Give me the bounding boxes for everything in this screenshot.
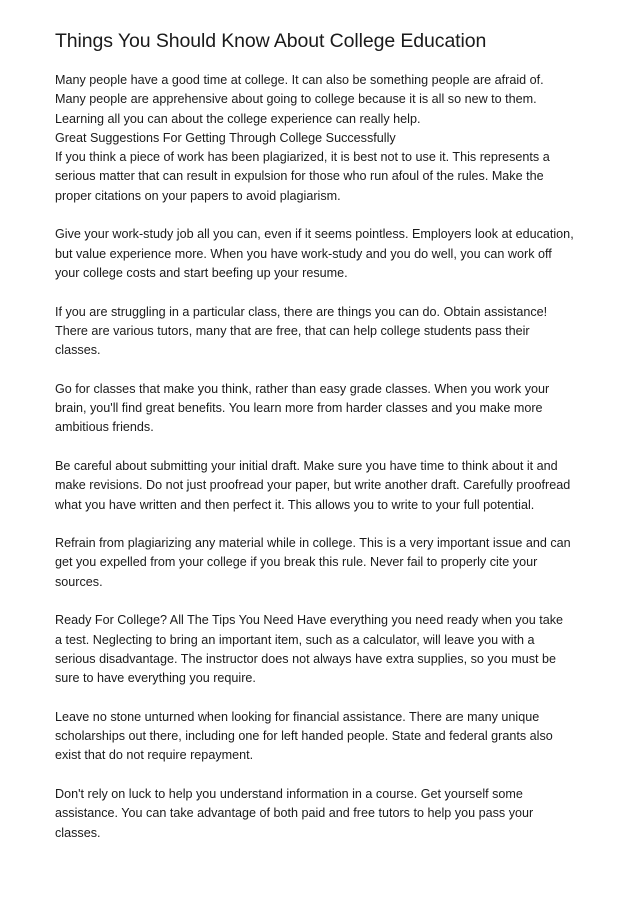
paragraph-line: proper citations on your papers to avoid plagiarism. (55, 188, 341, 203)
paragraph (55, 611, 595, 688)
paragraph-line: Be careful about submitting your initial draft. Make sure you have time to think about it and (55, 458, 558, 473)
paragraph (55, 71, 595, 206)
paragraph-line: Refrain from plagiarizing any material while in college. This is a very important issue and can (55, 536, 571, 551)
paragraph (55, 534, 595, 592)
paragraph-line: your college costs and start beefing up your resume. (55, 265, 348, 280)
paragraph-line: sources. (55, 574, 103, 589)
paragraph (55, 708, 595, 766)
document-body (55, 71, 595, 843)
paragraph-line: sure to have everything you require. (55, 671, 256, 686)
paragraph-line: classes. (55, 825, 101, 840)
paragraph-line: get you expelled from your college if you break this rule. Never fail to properly cite your (55, 555, 538, 570)
paragraph-line: ambitious friends. (55, 420, 154, 435)
paragraph-line: serious disadvantage. The instructor does not always have extra supplies, so you must be (55, 651, 556, 666)
document-title: Things You Should Know About College Education (55, 30, 487, 52)
paragraph (55, 225, 595, 283)
paragraph-line: Leave no stone unturned when looking for financial assistance. There are many unique (55, 709, 540, 724)
paragraph-line: assistance. You can take advantage of both paid and free tutors to help you pass your (55, 806, 534, 821)
paragraph-line: brain, you'll find great benefits. You learn more from harder classes and you make more (55, 401, 543, 416)
paragraph-line: There are various tutors, many that are free, that can help college students pass their (55, 323, 530, 338)
paragraph-line: a test. Neglecting to bring an important item, such as a calculator, will leave you with a (55, 632, 535, 647)
paragraph-line: serious matter that can result in expulsion for those who run afoul of the rules. Make the (55, 169, 544, 184)
paragraph (55, 380, 595, 438)
paragraph-line: Learning all you can about the college experience can really help. (55, 111, 421, 126)
paragraph-line: but value experience more. When you have work-study and you do well, you can work off (55, 246, 552, 261)
paragraph-line: Give your work-study job all you can, even if it seems pointless. Employers look at education, (55, 227, 574, 242)
paragraph-line: Go for classes that make you think, rather than easy grade classes. When you work your (55, 381, 550, 396)
paragraph-line: Ready For College? All The Tips You Need Have everything you need ready when you take (55, 613, 564, 628)
paragraph-line: Great Suggestions For Getting Through College Successfully (55, 130, 396, 145)
paragraph-line: If you are struggling in a particular class, there are things you can do. Obtain assistance! (55, 304, 548, 319)
paragraph-line: Many people are apprehensive about going to college because it is all so new to them. (55, 92, 537, 107)
paragraph (55, 785, 595, 843)
paragraph-line: Don't rely on luck to help you understand information in a course. Get yourself some (55, 786, 523, 801)
paragraph-line: exist that do not require repayment. (55, 748, 254, 763)
paragraph-line: classes. (55, 343, 101, 358)
paragraph-line: what you have written and then perfect it. This allows you to write to your full potential. (55, 497, 535, 512)
paragraph-line: Many people have a good time at college. It can also be something people are afraid of. (55, 73, 544, 87)
document-page (55, 28, 595, 862)
paragraph (55, 457, 595, 515)
paragraph-line: make revisions. Do not just proofread your paper, but write another draft. Carefully proofread (55, 478, 571, 493)
paragraph-line: If you think a piece of work has been plagiarized, it is best not to use it. This represents a (55, 150, 550, 165)
paragraph-line: scholarships out there, including one for left handed people. State and federal grants also (55, 729, 553, 744)
paragraph (55, 303, 595, 361)
